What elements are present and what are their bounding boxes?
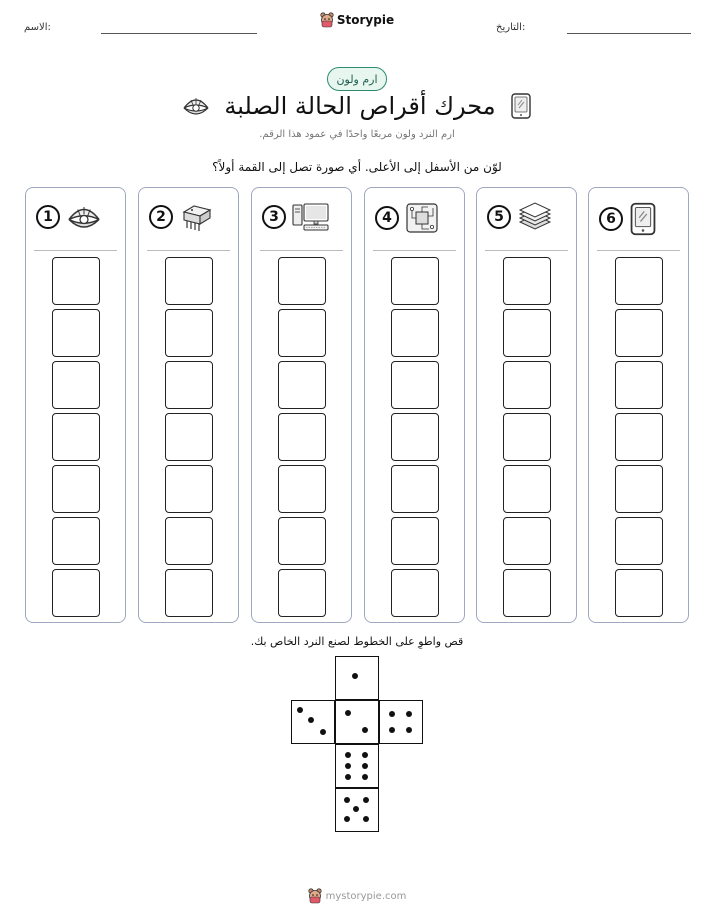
pip <box>297 707 303 713</box>
pip <box>345 752 351 758</box>
pip <box>320 729 326 735</box>
pip <box>352 673 358 679</box>
color-cell[interactable] <box>391 517 439 565</box>
date-label: التاريخ: <box>496 22 526 33</box>
color-cell[interactable] <box>165 309 213 357</box>
column-number: 2 <box>149 205 173 229</box>
column-divider <box>34 250 117 251</box>
color-cell[interactable] <box>52 309 100 357</box>
name-line[interactable] <box>101 33 257 34</box>
column-divider <box>260 250 343 251</box>
bear-mascot-icon <box>308 888 322 904</box>
column-number: 3 <box>262 205 286 229</box>
circuit-board-icon <box>405 202 439 234</box>
column-divider <box>485 250 568 251</box>
color-cell[interactable] <box>615 413 663 461</box>
tablet-icon <box>629 202 657 236</box>
color-cell[interactable] <box>503 309 551 357</box>
color-cell[interactable] <box>278 361 326 409</box>
dice-face-five <box>335 788 379 832</box>
column-6 <box>588 187 689 623</box>
pip <box>345 710 351 716</box>
color-cell[interactable] <box>165 465 213 513</box>
color-cell[interactable] <box>503 361 551 409</box>
color-cell[interactable] <box>165 257 213 305</box>
color-cell[interactable] <box>165 361 213 409</box>
color-cell[interactable] <box>615 257 663 305</box>
pip <box>362 774 368 780</box>
column-number: 1 <box>36 205 60 229</box>
color-cell[interactable] <box>503 569 551 617</box>
pip <box>389 711 395 717</box>
color-cell[interactable] <box>165 569 213 617</box>
color-cell[interactable] <box>391 569 439 617</box>
instruction: لوّن من الأسفل إلى الأعلى. أي صورة تصل إلى القمة أولاً؟ <box>212 160 502 174</box>
pip <box>363 816 369 822</box>
pip <box>362 752 368 758</box>
color-cell[interactable] <box>52 257 100 305</box>
column-number: 5 <box>487 205 511 229</box>
color-cell[interactable] <box>52 361 100 409</box>
column-4 <box>364 187 465 623</box>
subtitle: ارم النرد ولون مربعًا واحدًا في عمود هذا الرقم. <box>259 129 455 140</box>
date-line[interactable] <box>567 33 691 34</box>
column-divider <box>597 250 680 251</box>
column-divider <box>147 250 230 251</box>
oyster-icon <box>66 202 102 232</box>
brand-name: Storypie <box>336 13 395 27</box>
column-number: 6 <box>599 207 623 231</box>
dice-face-four <box>379 700 423 744</box>
footer <box>0 888 714 908</box>
color-cell[interactable] <box>278 413 326 461</box>
tablet-icon <box>510 93 532 119</box>
pip <box>362 763 368 769</box>
color-cell[interactable] <box>503 413 551 461</box>
color-cell[interactable] <box>278 517 326 565</box>
pip <box>308 717 314 723</box>
column-3 <box>251 187 352 623</box>
pip <box>344 797 350 803</box>
activity-badge: ارم ولون <box>327 67 387 91</box>
name-label: الاسم: <box>24 22 51 33</box>
stack-icon <box>517 202 553 232</box>
color-cell[interactable] <box>391 361 439 409</box>
color-cell[interactable] <box>278 309 326 357</box>
footer-url[interactable]: mystorypie.com <box>325 890 407 902</box>
color-cell[interactable] <box>278 257 326 305</box>
pip <box>406 727 412 733</box>
dice-face-three <box>291 700 335 744</box>
color-cell[interactable] <box>503 257 551 305</box>
color-cell[interactable] <box>503 465 551 513</box>
pip <box>406 711 412 717</box>
column-5 <box>476 187 577 623</box>
color-cell[interactable] <box>391 309 439 357</box>
pip <box>345 763 351 769</box>
column-divider <box>373 250 456 251</box>
color-cell[interactable] <box>615 309 663 357</box>
color-cell[interactable] <box>165 413 213 461</box>
pip <box>362 727 368 733</box>
color-cell[interactable] <box>278 465 326 513</box>
pip <box>344 816 350 822</box>
color-cell[interactable] <box>52 413 100 461</box>
pip <box>345 774 351 780</box>
column-number: 4 <box>375 206 399 230</box>
color-cell[interactable] <box>52 569 100 617</box>
pip <box>363 797 369 803</box>
page-title <box>0 92 714 123</box>
column-1 <box>25 187 126 623</box>
color-cell[interactable] <box>615 569 663 617</box>
cut-instruction: قص واطوِ على الخطوط لصنع النرد الخاص بك. <box>250 635 464 648</box>
brand-logo <box>0 12 714 32</box>
color-cell[interactable] <box>391 413 439 461</box>
color-cell[interactable] <box>615 361 663 409</box>
color-cell[interactable] <box>615 465 663 513</box>
pip <box>353 806 359 812</box>
chip-icon <box>179 202 213 232</box>
dice-face-six <box>335 744 379 788</box>
color-cell[interactable] <box>278 569 326 617</box>
oyster-icon <box>182 94 210 118</box>
color-cell[interactable] <box>391 465 439 513</box>
color-cell[interactable] <box>52 517 100 565</box>
color-cell[interactable] <box>165 517 213 565</box>
color-cell[interactable] <box>503 517 551 565</box>
color-cell[interactable] <box>615 517 663 565</box>
color-cell[interactable] <box>391 257 439 305</box>
column-2 <box>138 187 239 623</box>
dice-face-one <box>335 656 379 700</box>
title-text: محرك أقراص الحالة الصلبة <box>224 92 496 120</box>
pip <box>389 727 395 733</box>
color-cell[interactable] <box>52 465 100 513</box>
desktop-computer-icon <box>292 202 330 232</box>
dice-face-two <box>335 700 379 744</box>
bear-mascot-icon <box>320 12 334 28</box>
